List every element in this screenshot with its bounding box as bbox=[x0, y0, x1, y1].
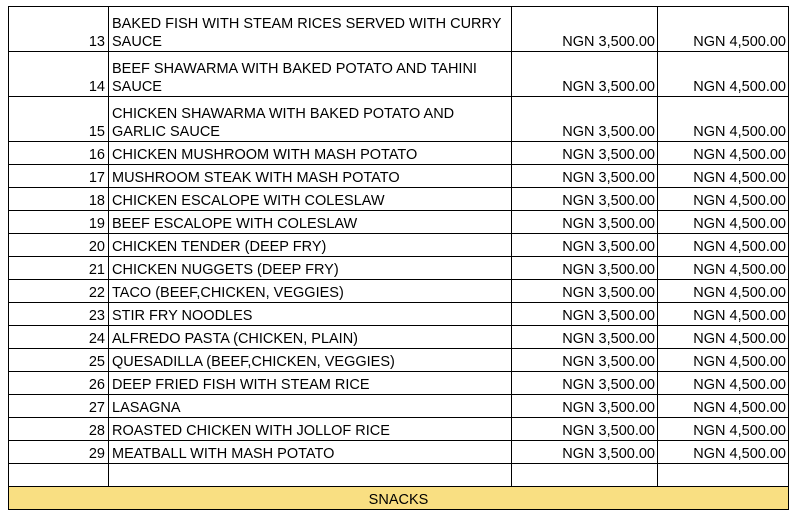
price-large: NGN 4,500.00 bbox=[658, 234, 789, 257]
price-large: NGN 4,500.00 bbox=[658, 97, 789, 142]
menu-sheet bbox=[8, 6, 788, 510]
item-name: BEEF SHAWARMA WITH BAKED POTATO AND TAHINI SAUCE bbox=[109, 52, 512, 97]
empty-cell[interactable] bbox=[109, 464, 512, 487]
empty-cell[interactable] bbox=[658, 464, 789, 487]
table-row[interactable] bbox=[9, 142, 789, 165]
price-regular: NGN 3,500.00 bbox=[512, 349, 658, 372]
item-name: CHICKEN MUSHROOM WITH MASH POTATO bbox=[109, 142, 512, 165]
table-row[interactable] bbox=[9, 349, 789, 372]
item-name: CHICKEN TENDER (DEEP FRY) bbox=[109, 234, 512, 257]
table-row[interactable] bbox=[9, 97, 789, 142]
price-regular: NGN 3,500.00 bbox=[512, 52, 658, 97]
table-row[interactable] bbox=[9, 188, 789, 211]
price-regular: NGN 3,500.00 bbox=[512, 441, 658, 464]
price-regular: NGN 3,500.00 bbox=[512, 234, 658, 257]
table-row[interactable] bbox=[9, 165, 789, 188]
item-number: 24 bbox=[9, 326, 109, 349]
price-regular: NGN 3,500.00 bbox=[512, 303, 658, 326]
item-name: DEEP FRIED FISH WITH STEAM RICE bbox=[109, 372, 512, 395]
price-large: NGN 4,500.00 bbox=[658, 441, 789, 464]
price-regular: NGN 3,500.00 bbox=[512, 395, 658, 418]
empty-cell[interactable] bbox=[9, 464, 109, 487]
item-name: ROASTED CHICKEN WITH JOLLOF RICE bbox=[109, 418, 512, 441]
item-number: 29 bbox=[9, 441, 109, 464]
item-number: 25 bbox=[9, 349, 109, 372]
price-regular: NGN 3,500.00 bbox=[512, 7, 658, 52]
price-regular: NGN 3,500.00 bbox=[512, 257, 658, 280]
price-large: NGN 4,500.00 bbox=[658, 372, 789, 395]
item-name: MEATBALL WITH MASH POTATO bbox=[109, 441, 512, 464]
table-row[interactable] bbox=[9, 257, 789, 280]
item-name: BAKED FISH WITH STEAM RICES SERVED WITH CURRY SAUCE bbox=[109, 7, 512, 52]
price-regular: NGN 3,500.00 bbox=[512, 372, 658, 395]
table-row[interactable] bbox=[9, 303, 789, 326]
item-number: 16 bbox=[9, 142, 109, 165]
price-large: NGN 4,500.00 bbox=[658, 188, 789, 211]
item-name: BEEF ESCALOPE WITH COLESLAW bbox=[109, 211, 512, 234]
item-number: 21 bbox=[9, 257, 109, 280]
table-row[interactable] bbox=[9, 441, 789, 464]
item-number: 13 bbox=[9, 7, 109, 52]
price-regular: NGN 3,500.00 bbox=[512, 326, 658, 349]
price-regular: NGN 3,500.00 bbox=[512, 165, 658, 188]
item-number: 26 bbox=[9, 372, 109, 395]
item-name: TACO (BEEF,CHICKEN, VEGGIES) bbox=[109, 280, 512, 303]
price-regular: NGN 3,500.00 bbox=[512, 142, 658, 165]
price-large: NGN 4,500.00 bbox=[658, 349, 789, 372]
item-number: 20 bbox=[9, 234, 109, 257]
price-large: NGN 4,500.00 bbox=[658, 257, 789, 280]
item-name: ALFREDO PASTA (CHICKEN, PLAIN) bbox=[109, 326, 512, 349]
table-row[interactable] bbox=[9, 326, 789, 349]
item-name: STIR FRY NOODLES bbox=[109, 303, 512, 326]
table-row[interactable] bbox=[9, 372, 789, 395]
item-name: CHICKEN SHAWARMA WITH BAKED POTATO AND GARLIC SAUCE bbox=[109, 97, 512, 142]
item-number: 18 bbox=[9, 188, 109, 211]
item-name: MUSHROOM STEAK WITH MASH POTATO bbox=[109, 165, 512, 188]
empty-cell[interactable] bbox=[512, 464, 658, 487]
section-title: SNACKS bbox=[9, 487, 789, 510]
price-large: NGN 4,500.00 bbox=[658, 395, 789, 418]
item-number: 27 bbox=[9, 395, 109, 418]
price-large: NGN 4,500.00 bbox=[658, 326, 789, 349]
table-row[interactable] bbox=[9, 211, 789, 234]
price-large: NGN 4,500.00 bbox=[658, 280, 789, 303]
item-number: 17 bbox=[9, 165, 109, 188]
item-number: 15 bbox=[9, 97, 109, 142]
table-row[interactable] bbox=[9, 7, 789, 52]
item-name: CHICKEN ESCALOPE WITH COLESLAW bbox=[109, 188, 512, 211]
price-large: NGN 4,500.00 bbox=[658, 52, 789, 97]
price-regular: NGN 3,500.00 bbox=[512, 211, 658, 234]
table-row[interactable] bbox=[9, 418, 789, 441]
price-regular: NGN 3,500.00 bbox=[512, 418, 658, 441]
price-regular: NGN 3,500.00 bbox=[512, 188, 658, 211]
item-number: 19 bbox=[9, 211, 109, 234]
item-number: 22 bbox=[9, 280, 109, 303]
menu-table bbox=[8, 6, 789, 510]
item-number: 23 bbox=[9, 303, 109, 326]
price-large: NGN 4,500.00 bbox=[658, 142, 789, 165]
item-number: 28 bbox=[9, 418, 109, 441]
table-row[interactable] bbox=[9, 395, 789, 418]
item-name: CHICKEN NUGGETS (DEEP FRY) bbox=[109, 257, 512, 280]
price-large: NGN 4,500.00 bbox=[658, 165, 789, 188]
price-large: NGN 4,500.00 bbox=[658, 418, 789, 441]
item-name: QUESADILLA (BEEF,CHICKEN, VEGGIES) bbox=[109, 349, 512, 372]
price-regular: NGN 3,500.00 bbox=[512, 97, 658, 142]
price-large: NGN 4,500.00 bbox=[658, 7, 789, 52]
section-header-row[interactable] bbox=[9, 487, 789, 510]
item-name: LASAGNA bbox=[109, 395, 512, 418]
table-row[interactable] bbox=[9, 52, 789, 97]
price-regular: NGN 3,500.00 bbox=[512, 280, 658, 303]
item-number: 14 bbox=[9, 52, 109, 97]
price-large: NGN 4,500.00 bbox=[658, 211, 789, 234]
table-row[interactable] bbox=[9, 280, 789, 303]
empty-row[interactable] bbox=[9, 464, 789, 487]
table-row[interactable] bbox=[9, 234, 789, 257]
price-large: NGN 4,500.00 bbox=[658, 303, 789, 326]
